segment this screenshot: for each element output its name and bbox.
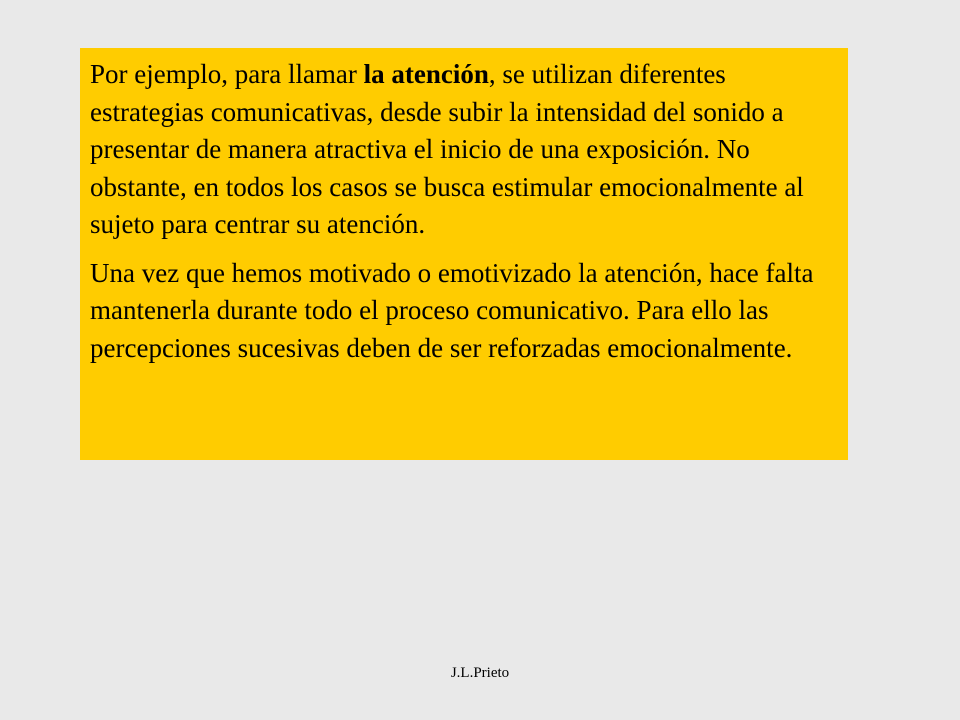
- paragraph-1-end: , se utilizan diferentes estrategias comunicativas, desde subir la intensidad del sonido a presentar de manera atractiva el inicio de una exposición. No obstante, en todos los casos se busca estimular emocionalmente al sujeto para centrar su atención.: [90, 59, 804, 239]
- paragraph-1: [90, 56, 838, 244]
- text-box: [80, 48, 848, 460]
- paragraph-2: Una vez que hemos motivado o emotivizado la atención, hace falta mantenerla durante todo el proceso comunicativo. Para ello las percepciones sucesivas deben de ser reforzadas emocionalmente.: [90, 257, 814, 363]
- paragraph-1-start: Por ejemplo, para llamar: [90, 59, 364, 89]
- author-footer: J.L.Prieto: [450, 665, 510, 681]
- emphasis-attention: la atención: [363, 59, 489, 89]
